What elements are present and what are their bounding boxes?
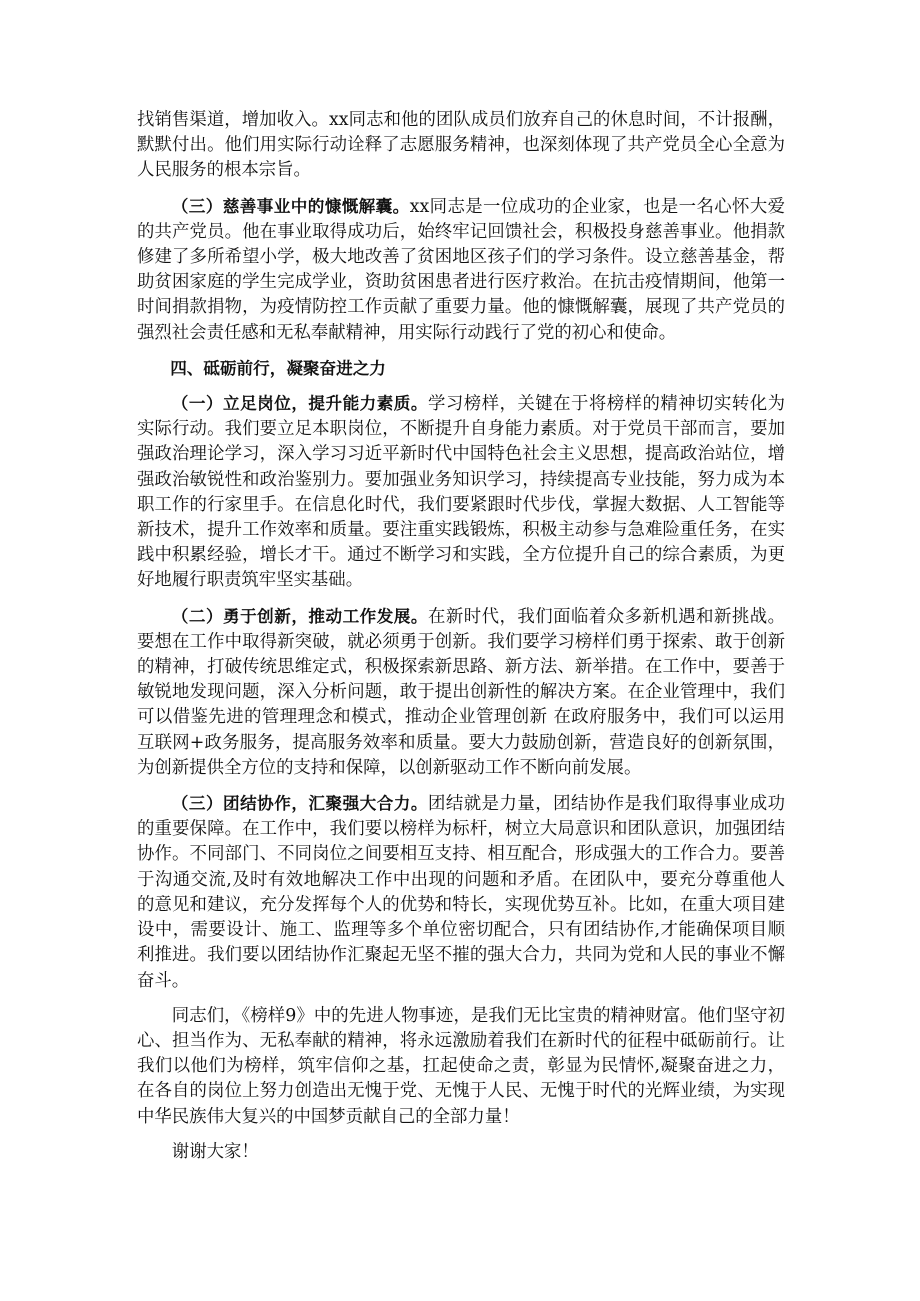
paragraph-volunteer-continued: 找销售渠道，增加收入。xx同志和他的团队成员们放弃自己的休息时间，不计报酬，默默付出。他们用实际行动诠释了志愿服务精神，也深刻体现了共产党员全心全意为人民服务的根本宗旨。 [137, 110, 785, 181]
subheading-charity: （三）慈善事业中的慷慨解囊。 [171, 196, 410, 216]
paragraph-charity [137, 194, 785, 346]
paragraph-innovation [137, 604, 785, 781]
paragraph-thanks: 谢谢大家！ [171, 1141, 259, 1162]
paragraph-teamwork-text: 团结就是力量，团结协作是我们取得事业成功的重要保障。在工作中，我们要以榜样为标杆，树立大局意识和团队意识，加强团结协作。不同部门、不同岗位之间要相互支持、相互配合，形成强大的工作合力。要善于沟通交流,及时有效地解决工作中出现的问题和矛盾。在团队中，要充分尊重他人的意见和建议，充分发挥每个人的优势和特长，实现优势互补。比如，在重大项目建设中，需要设计、施工、监理等多个单位密切配合，只有团结协作,才能确保项目顺利推进。我们要以团结协作汇聚起无坚不摧的强大合力，共同为党和人民的事业不懈奋斗。 [137, 794, 785, 991]
paragraph-ability-text: 学习榜样，关键在于将榜样的精神切实转化为实际行动。我们要立足本职岗位，不断提升自身能力素质。对于党员干部而言，要加强政治理论学习，深入学习习近平新时代中国特色社会主义思想，提高政治站位，增强政治敏锐性和政治鉴别力。要加强业务知识学习，持续提高专业技能，努力成为本职工作的行家里手。在信息化时代，我们要紧跟时代步伐，掌握大数据、人工智能等新技术，提升工作效率和质量。要注重实践锻炼，积极主动参与急难险重任务，在实践中积累经验，增长才干。通过不断学习和实践，全方位提升自己的综合素质，为更好地履行职责筑牢坚实基础。 [137, 394, 785, 591]
section-heading-four: 四、砥砺前行，凝聚奋进之力 [170, 358, 386, 378]
document-page [137, 108, 785, 1165]
subheading-innovation: （二）勇于创新，推动工作发展。 [171, 606, 428, 626]
paragraph-charity-text: xx同志是一位成功的企业家，也是一名心怀大爱的共产党员。他在事业取得成功后，始终牢记回馈社会，积极投身慈善事业。他捐款修建了多所希望小学，极大地改善了贫困地区孩子们的学习条件。设立慈善基金，帮助贫困家庭的学生完成学业，资助贫困患者进行医疗救治。在抗击疫情期间，他第一时间捐款捐物，为疫情防控工作贡献了重要力量。他的慷慨解囊，展现了共产党员的强烈社会责任感和无私奉献精神，用实际行动践行了党的初心和使命。 [137, 196, 785, 343]
subheading-teamwork: （三）团结协作，汇聚强大合力。 [171, 794, 428, 814]
paragraph-teamwork [137, 791, 785, 994]
subheading-ability: （一）立足岗位，提升能力素质。 [171, 394, 428, 414]
paragraph-closing: 同志们，《榜样9》中的先进人物事迹，是我们无比宝贵的精神财富。他们坚守初心、担当作为、无私奉献的精神，将永远激励着我们在新时代的征程中砥砺前行。让我们以他们为榜样，筑牢信仰之基，扛起使命之责，彰显为民情怀,凝聚奋进之力，在各自的岗位上努力创造出无愧于党、无愧于人民、无愧于时代的光辉业绩，为实现中华民族伟大复兴的中国梦贡献自己的全部力量！ [137, 1005, 785, 1127]
paragraph-innovation-text: 在新时代，我们面临着众多新机遇和新挑战。要想在工作中取得新突破，就必须勇于创新。我们要学习榜样们勇于探索、敢于创新的精神，打破传统思维定式，积极探索新思路、新方法、新举措。在工作中，要善于敏锐地发现问题，深入分析问题，敢于提出创新性的解决方案。在企业管理中，我们可以借鉴先进的管理理念和模式，推动企业管理创新 在政府服务中，我们可以运用互联网+政务服务，提高服务效率和质量。要大力鼓励创新，营造良好的创新氛围，为创新提供全方位的支持和保障，以创新驱动工作不断向前发展。 [137, 606, 785, 778]
paragraph-ability [137, 391, 785, 594]
